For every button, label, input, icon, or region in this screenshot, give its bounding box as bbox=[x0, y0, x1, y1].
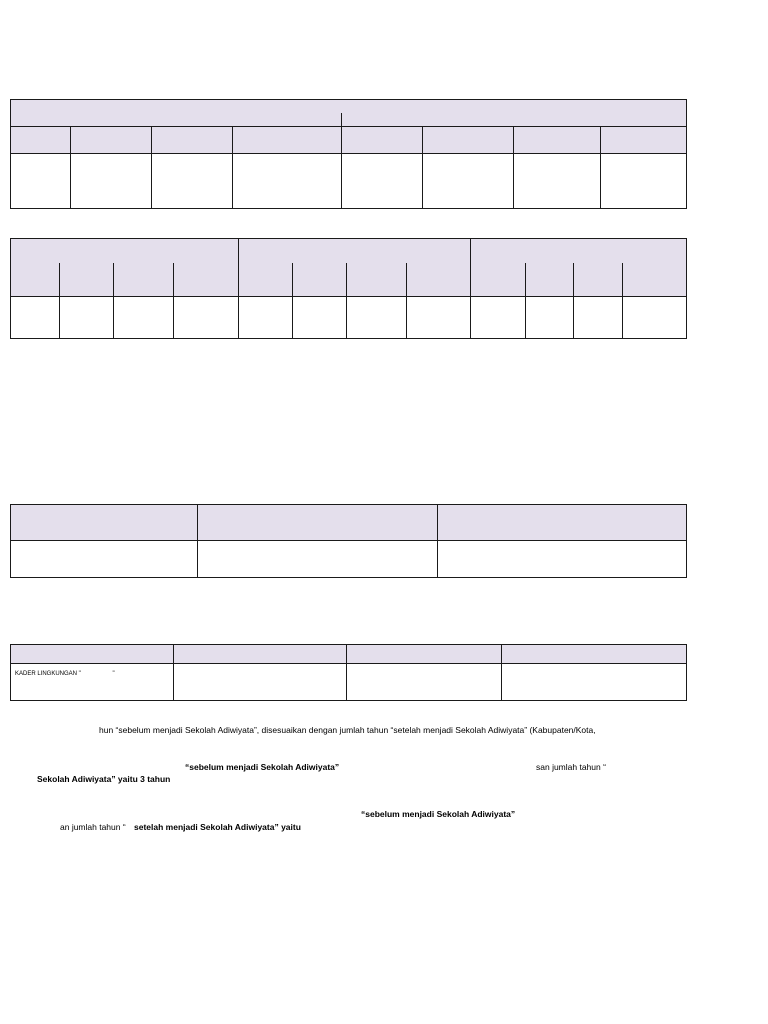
header-cell bbox=[293, 263, 347, 297]
table-cell bbox=[60, 297, 114, 339]
table-cell bbox=[174, 664, 347, 701]
header-cell bbox=[11, 100, 342, 113]
header-cell bbox=[239, 263, 293, 297]
header-cell bbox=[11, 505, 198, 541]
header-cell bbox=[601, 127, 687, 154]
header-cell bbox=[60, 263, 114, 297]
header-cell bbox=[526, 263, 574, 297]
table-2 bbox=[10, 238, 687, 339]
table-cell bbox=[407, 297, 471, 339]
header-cell bbox=[574, 263, 623, 297]
table-3 bbox=[10, 504, 687, 578]
table-cell bbox=[423, 154, 514, 209]
table-cell bbox=[347, 664, 502, 701]
paragraph-line-2a: “sebelum menjadi Sekolah Adiwiyata” bbox=[185, 762, 340, 772]
paragraph-line-2b: san jumlah tahun “ bbox=[536, 762, 606, 772]
header-cell bbox=[11, 127, 71, 154]
table-cell bbox=[514, 154, 601, 209]
header-cell bbox=[71, 127, 152, 154]
table-cell bbox=[239, 297, 293, 339]
header-cell bbox=[233, 127, 342, 154]
paragraph-line-1: hun “sebelum menjadi Sekolah Adiwiyata”, disesuaikan dengan jumlah tahun “setelah menjadi Sekolah Adiwiyata” (Kabupaten/Kota, bbox=[99, 725, 596, 735]
header-cell bbox=[342, 100, 687, 113]
table-cell bbox=[347, 297, 407, 339]
table-cell bbox=[11, 154, 71, 209]
paragraph-line-5b: setelah menjadi Sekolah Adiwiyata” yaitu bbox=[134, 822, 301, 832]
header-group-cell bbox=[11, 239, 239, 263]
table-cell bbox=[174, 297, 239, 339]
table-cell bbox=[502, 664, 687, 701]
header-cell bbox=[347, 263, 407, 297]
header-cell bbox=[198, 505, 438, 541]
header-cell bbox=[423, 127, 514, 154]
header-cell bbox=[342, 127, 423, 154]
header-cell bbox=[174, 263, 239, 297]
paragraph-line-5a: an jumlah tahun “ bbox=[60, 822, 126, 832]
paragraph-line-3: Sekolah Adiwiyata” yaitu 3 tahun bbox=[37, 774, 171, 784]
table-cell bbox=[601, 154, 687, 209]
header-cell bbox=[114, 263, 174, 297]
table-cell bbox=[438, 541, 687, 578]
header-cell bbox=[11, 263, 60, 297]
header-cell bbox=[471, 263, 526, 297]
paragraph-line-4: “sebelum menjadi Sekolah Adiwiyata” bbox=[361, 809, 516, 819]
table-cell bbox=[152, 154, 233, 209]
kader-lingkungan-label: KADER LINGKUNGAN " " bbox=[11, 664, 174, 701]
table-cell bbox=[233, 154, 342, 209]
header-cell bbox=[438, 505, 687, 541]
header-cell bbox=[11, 113, 342, 127]
header-group-cell bbox=[239, 239, 471, 263]
header-cell bbox=[152, 127, 233, 154]
table-cell bbox=[11, 541, 198, 578]
table-cell bbox=[198, 541, 438, 578]
header-cell bbox=[514, 127, 601, 154]
header-group-cell bbox=[471, 239, 687, 263]
header-cell bbox=[174, 645, 347, 664]
table-4 bbox=[10, 644, 687, 701]
header-cell bbox=[502, 645, 687, 664]
table-cell bbox=[114, 297, 174, 339]
table-cell bbox=[342, 154, 423, 209]
table-cell bbox=[11, 297, 60, 339]
table-cell bbox=[526, 297, 574, 339]
header-cell bbox=[342, 113, 687, 127]
header-cell bbox=[623, 263, 687, 297]
table-cell bbox=[471, 297, 526, 339]
header-cell bbox=[407, 263, 471, 297]
header-cell bbox=[11, 645, 174, 664]
table-cell bbox=[574, 297, 623, 339]
table-cell bbox=[623, 297, 687, 339]
table-cell bbox=[293, 297, 347, 339]
header-cell bbox=[347, 645, 502, 664]
table-1 bbox=[10, 99, 687, 209]
table-cell bbox=[71, 154, 152, 209]
